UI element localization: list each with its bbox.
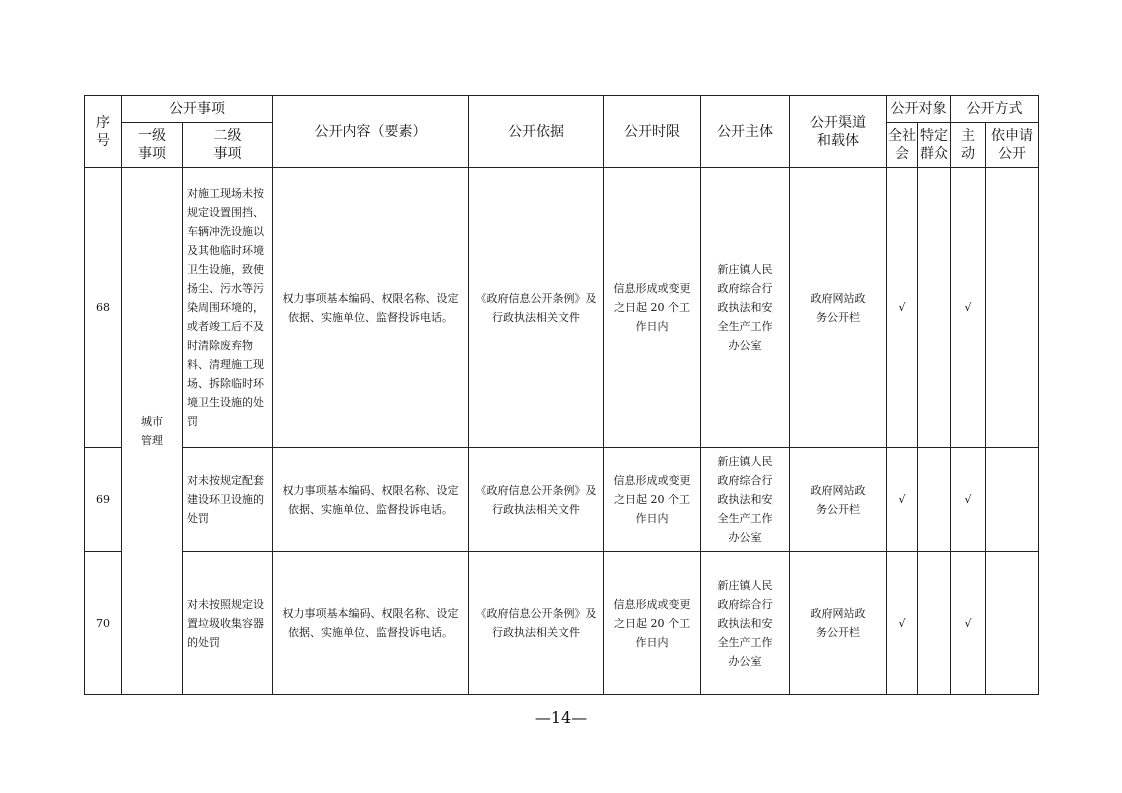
header-audience-specific: 特定群众 <box>918 123 951 168</box>
header-subject: 公开主体 <box>701 96 790 168</box>
header-items: 公开事项 <box>122 96 273 123</box>
row-audience-specific-check <box>918 448 951 552</box>
category-cell <box>122 168 183 695</box>
table-row <box>85 552 1039 695</box>
row-seq: 70 <box>85 552 122 695</box>
row-audience-specific-check <box>918 552 951 695</box>
row-audience-all-check: √ <box>887 552 918 695</box>
disclosure-table <box>84 95 1039 695</box>
row-content: 权力事项基本编码、权限名称、设定依据、实施单位、监督投诉电话。 <box>273 448 469 552</box>
header-level1: 一级事项 <box>122 123 183 168</box>
page-number: —14— <box>534 708 588 727</box>
row-audience-specific-check <box>918 168 951 448</box>
row-basis: 《政府信息公开条例》及行政执法相关文件 <box>469 552 604 695</box>
row-item2: 对未按规定配套建设环卫设施的处罚 <box>183 448 273 552</box>
row-channel: 政府网站政务公开栏 <box>790 168 887 448</box>
row-subject: 新庄镇人民政府综合行政执法和安全生产工作办公室 <box>701 168 790 448</box>
row-basis: 《政府信息公开条例》及行政执法相关文件 <box>469 168 604 448</box>
row-method-request-check <box>986 168 1039 448</box>
header-level2: 二级事项 <box>183 123 273 168</box>
row-basis: 《政府信息公开条例》及行政执法相关文件 <box>469 448 604 552</box>
row-item2: 对未按照规定设置垃圾收集容器的处罚 <box>183 552 273 695</box>
row-subject: 新庄镇人民政府综合行政执法和安全生产工作办公室 <box>701 448 790 552</box>
table-row <box>85 168 1039 448</box>
row-subject: 新庄镇人民政府综合行政执法和安全生产工作办公室 <box>701 552 790 695</box>
category-label: 城市管理 <box>141 415 163 447</box>
row-time-limit: 信息形成或变更之日起 20 个工作日内 <box>604 552 701 695</box>
row-channel: 政府网站政务公开栏 <box>790 448 887 552</box>
row-method-active-check: √ <box>951 168 986 448</box>
row-content: 权力事项基本编码、权限名称、设定依据、实施单位、监督投诉电话。 <box>273 168 469 448</box>
row-time-limit: 信息形成或变更之日起 20 个工作日内 <box>604 168 701 448</box>
header-content: 公开内容（要素） <box>273 96 469 168</box>
row-seq: 68 <box>85 168 122 448</box>
header-channel: 公开渠道和载体 <box>790 96 887 168</box>
header-method-request: 依申请公开 <box>986 123 1039 168</box>
header-row-1 <box>85 96 1039 123</box>
row-content: 权力事项基本编码、权限名称、设定依据、实施单位、监督投诉电话。 <box>273 552 469 695</box>
header-audience-all: 全社会 <box>887 123 918 168</box>
row-seq: 69 <box>85 448 122 552</box>
header-seq: 序号 <box>85 96 122 168</box>
row-audience-all-check: √ <box>887 168 918 448</box>
row-method-request-check <box>986 552 1039 695</box>
header-basis: 公开依据 <box>469 96 604 168</box>
header-method: 公开方式 <box>951 96 1039 123</box>
header-audience: 公开对象 <box>887 96 951 123</box>
header-method-active: 主动 <box>951 123 986 168</box>
row-channel: 政府网站政务公开栏 <box>790 552 887 695</box>
row-audience-all-check: √ <box>887 448 918 552</box>
row-item2: 对施工现场未按规定设置围挡、车辆冲洗设施以及其他临时环境卫生设施，致使扬尘、污水等污染周围环境的，或者竣工后不及时清除废弃物料、清理施工现场、拆除临时环境卫生设施的处罚 <box>183 168 273 448</box>
table-row <box>85 448 1039 552</box>
row-time-limit: 信息形成或变更之日起 20 个工作日内 <box>604 448 701 552</box>
header-time-limit: 公开时限 <box>604 96 701 168</box>
row-method-active-check: √ <box>951 448 986 552</box>
row-method-request-check <box>986 448 1039 552</box>
row-method-active-check: √ <box>951 552 986 695</box>
